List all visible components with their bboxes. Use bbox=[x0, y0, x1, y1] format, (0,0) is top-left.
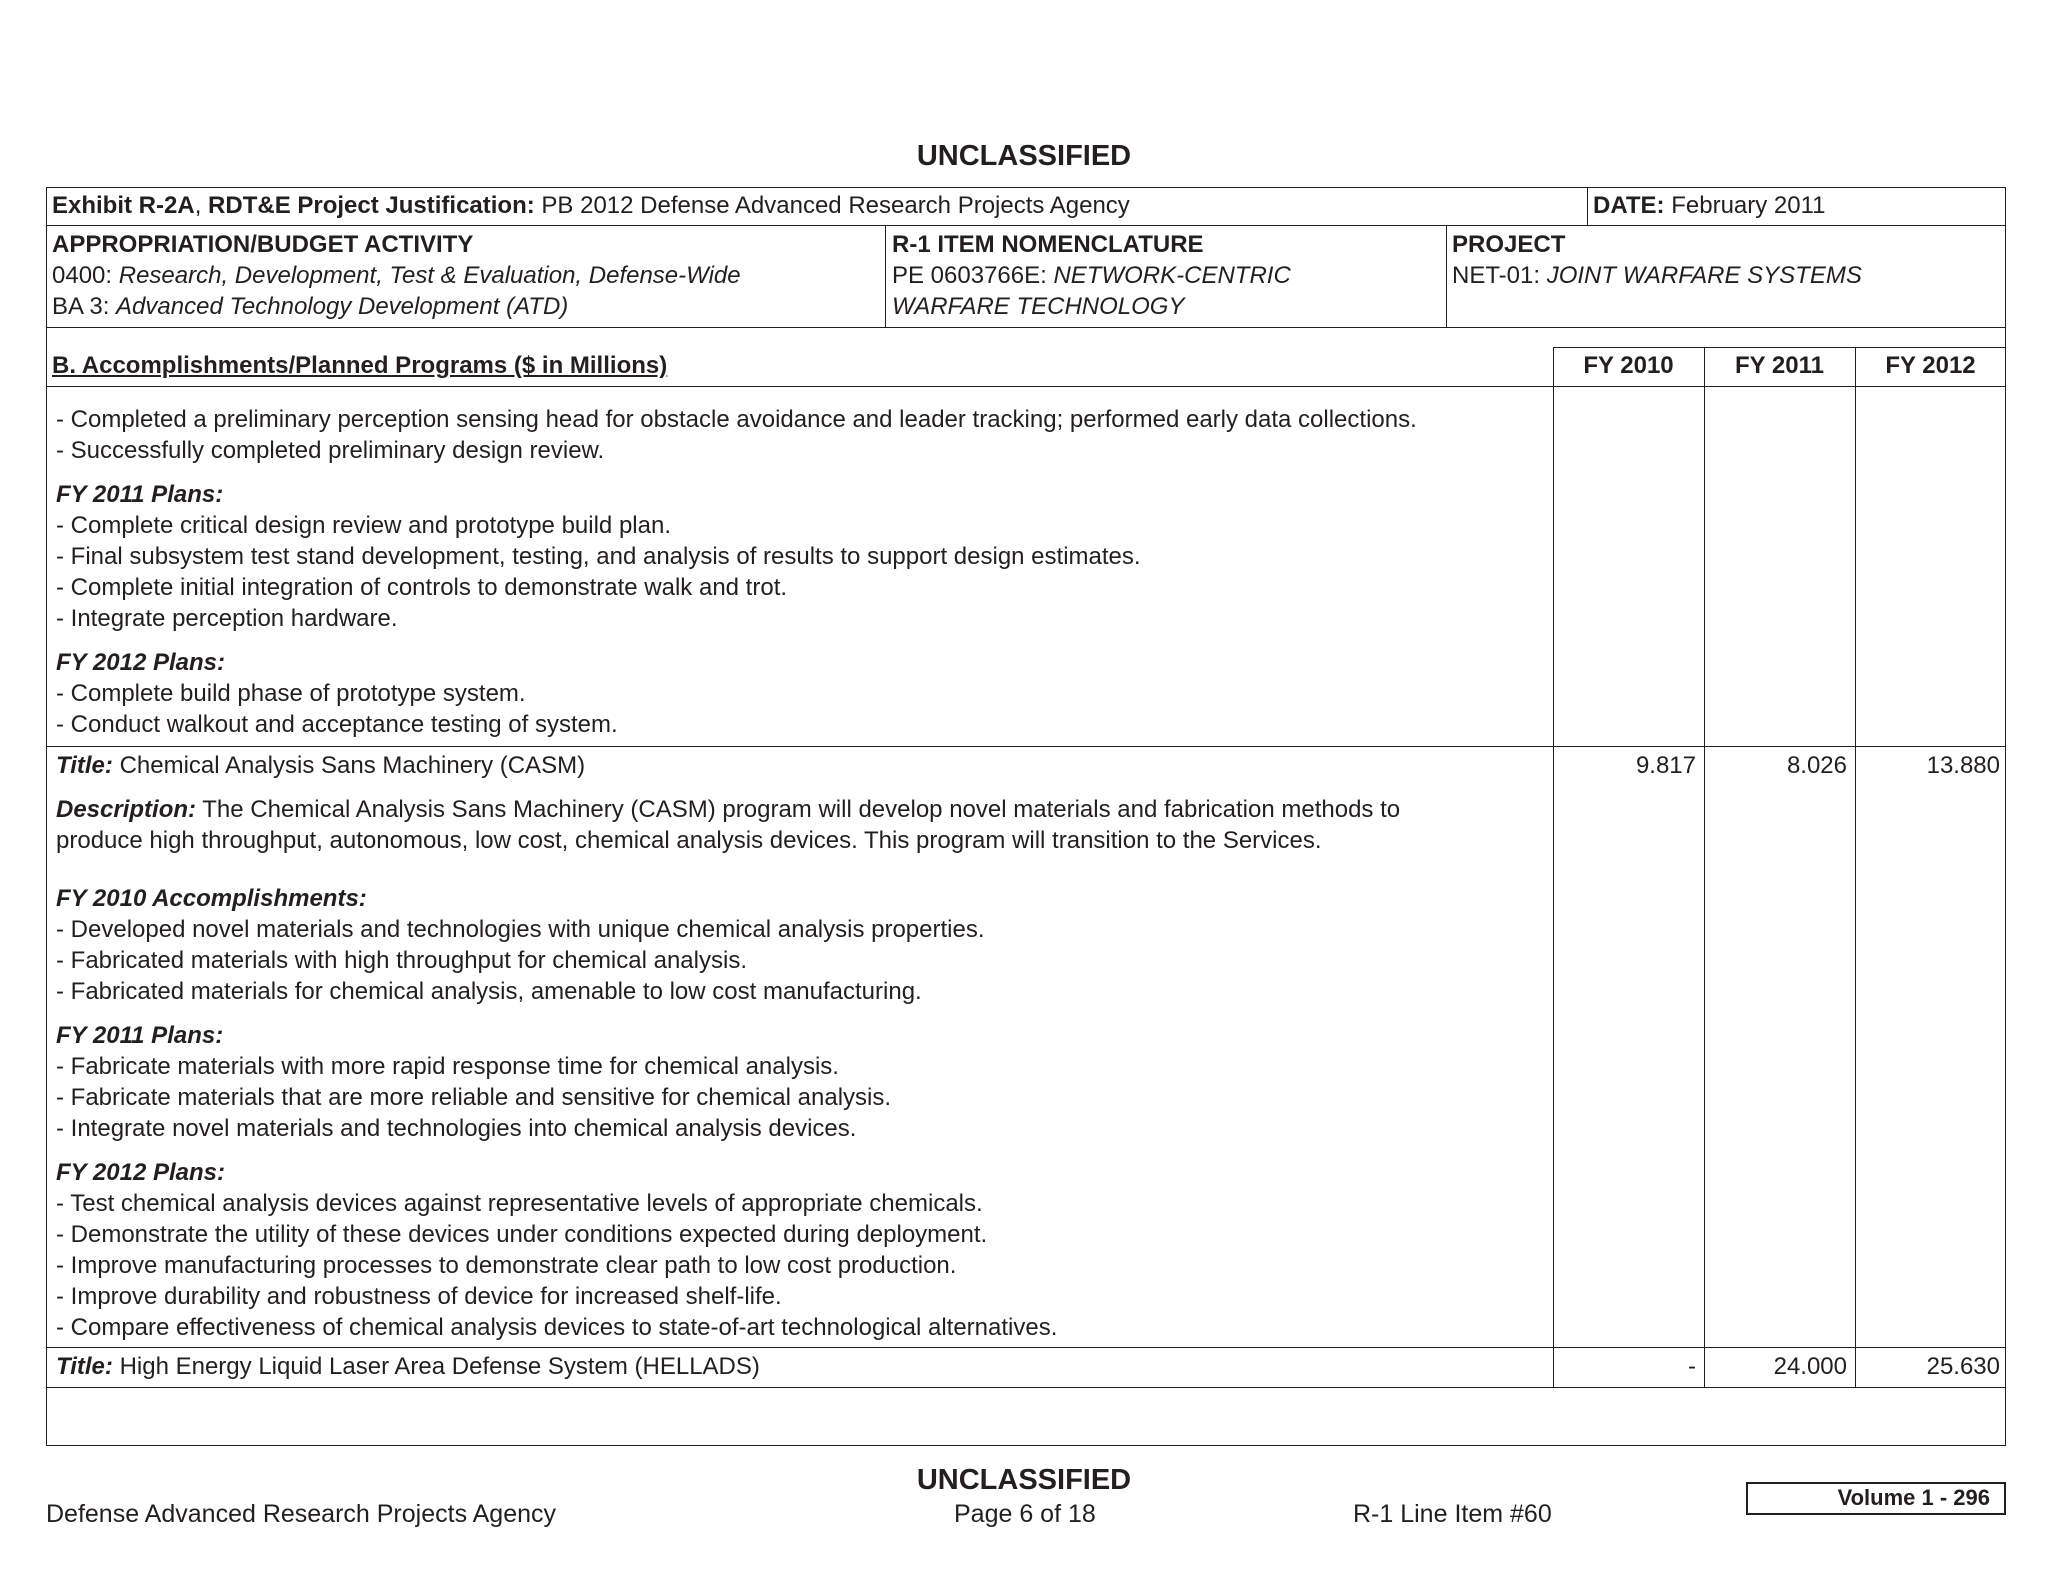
divider bbox=[46, 746, 2006, 747]
list-item: - Fabricate materials with more rapid response time for chemical analysis. bbox=[56, 1053, 839, 1080]
budget-activity: BA 3: Advanced Technology Development (ATD) bbox=[52, 293, 569, 320]
list-item: - Fabricated materials for chemical analysis, amenable to low cost manufacturing. bbox=[56, 978, 922, 1005]
appropriation-label: APPROPRIATION/BUDGET ACTIVITY bbox=[52, 231, 474, 258]
casm-title: Title: Chemical Analysis Sans Machinery (CASM) bbox=[56, 752, 586, 779]
divider bbox=[1553, 347, 2006, 348]
casm-description: Description: The Chemical Analysis Sans Machinery (CASM) program will develop novel materials and fabrication methods to bbox=[56, 796, 1401, 823]
divider bbox=[46, 1347, 2006, 1348]
classification-top: UNCLASSIFIED bbox=[916, 140, 1132, 172]
hellads-fy2010-value: - bbox=[1688, 1353, 1696, 1380]
list-item: - Fabricate materials that are more reliable and sensitive for chemical analysis. bbox=[56, 1084, 892, 1111]
column-header-fy2012: FY 2012 bbox=[1885, 352, 1976, 379]
exhibit-title: Exhibit R-2A, RDT&E Project Justification: PB 2012 Defense Advanced Research Projects Agency bbox=[52, 192, 1130, 219]
hellads-title: Title: High Energy Liquid Laser Area Defense System (HELLADS) bbox=[56, 1353, 760, 1380]
casm-fy2012-value: 13.880 bbox=[1926, 752, 2000, 779]
list-item: - Complete initial integration of controls to demonstrate walk and trot. bbox=[56, 574, 788, 601]
section-title: B. Accomplishments/Planned Programs ($ in Millions) bbox=[52, 352, 668, 379]
list-item: - Conduct walkout and acceptance testing of system. bbox=[56, 711, 618, 738]
list-item: - Demonstrate the utility of these devices under conditions expected during deployment. bbox=[56, 1221, 988, 1248]
list-item: - Complete build phase of prototype system. bbox=[56, 680, 526, 707]
list-item: - Completed a preliminary perception sensing head for obstacle avoidance and leader tracking; performed early data collections. bbox=[56, 406, 1417, 433]
classification-bottom: UNCLASSIFIED bbox=[916, 1464, 1132, 1496]
casm-fy2011-value: 8.026 bbox=[1786, 752, 1847, 779]
column-header-fy2011: FY 2011 bbox=[1735, 352, 1824, 379]
r1-label: R-1 ITEM NOMENCLATURE bbox=[892, 231, 1204, 258]
fy2011-heading: FY 2011 Plans: bbox=[56, 1022, 224, 1049]
pe-value: PE 0603766E: NETWORK-CENTRIC bbox=[892, 262, 1291, 289]
exhibit-date: DATE: February 2011 bbox=[1593, 192, 1826, 219]
list-item: - Integrate novel materials and technologies into chemical analysis devices. bbox=[56, 1115, 857, 1142]
fy2011-heading: FY 2011 Plans: bbox=[56, 481, 224, 508]
list-item: - Successfully completed preliminary design review. bbox=[56, 437, 605, 464]
hellads-fy2011-value: 24.000 bbox=[1773, 1353, 1847, 1380]
fy2012-heading: FY 2012 Plans: bbox=[56, 1159, 225, 1186]
casm-fy2010-value: 9.817 bbox=[1635, 752, 1696, 779]
divider bbox=[885, 225, 886, 327]
divider bbox=[1587, 187, 1588, 225]
fy2012-heading: FY 2012 Plans: bbox=[56, 649, 225, 676]
divider bbox=[1855, 347, 1856, 1387]
divider bbox=[1553, 347, 1554, 1387]
list-item: - Compare effectiveness of chemical analysis devices to state-of-art technological alternatives. bbox=[56, 1314, 1058, 1341]
list-item: - Complete critical design review and prototype build plan. bbox=[56, 512, 671, 539]
footer-agency: Defense Advanced Research Projects Agency bbox=[46, 1500, 557, 1528]
list-item: - Final subsystem test stand development, testing, and analysis of results to support design estimates. bbox=[56, 543, 1141, 570]
list-item: - Improve manufacturing processes to demonstrate clear path to low cost production. bbox=[56, 1252, 957, 1279]
divider bbox=[46, 225, 2006, 226]
list-item: - Fabricated materials with high throughput for chemical analysis. bbox=[56, 947, 747, 974]
project-value: NET-01: JOINT WARFARE SYSTEMS bbox=[1452, 262, 1862, 289]
fy2010-heading: FY 2010 Accomplishments: bbox=[56, 885, 367, 912]
divider bbox=[46, 1387, 2006, 1388]
casm-description-line2: produce high throughput, autonomous, low cost, chemical analysis devices. This program will transition to the Services. bbox=[56, 827, 1322, 854]
footer-page: Page 6 of 18 bbox=[954, 1500, 1096, 1528]
list-item: - Improve durability and robustness of device for increased shelf-life. bbox=[56, 1283, 782, 1310]
pe-value-line2: WARFARE TECHNOLOGY bbox=[892, 293, 1185, 320]
hellads-fy2012-value: 25.630 bbox=[1926, 1353, 2000, 1380]
appropriation-value: 0400: Research, Development, Test & Evaluation, Defense-Wide bbox=[52, 262, 741, 289]
volume-box: Volume 1 - 296 bbox=[1746, 1482, 2006, 1515]
project-label: PROJECT bbox=[1452, 231, 1566, 258]
list-item: - Test chemical analysis devices against representative levels of appropriate chemicals. bbox=[56, 1190, 983, 1217]
list-item: - Integrate perception hardware. bbox=[56, 605, 398, 632]
divider bbox=[46, 327, 2006, 328]
divider bbox=[1704, 347, 1705, 1387]
footer-line-item: R-1 Line Item #60 bbox=[1353, 1500, 1552, 1528]
divider bbox=[46, 386, 2006, 387]
list-item: - Developed novel materials and technologies with unique chemical analysis properties. bbox=[56, 916, 985, 943]
divider bbox=[1446, 225, 1447, 327]
column-header-fy2010: FY 2010 bbox=[1583, 352, 1674, 379]
